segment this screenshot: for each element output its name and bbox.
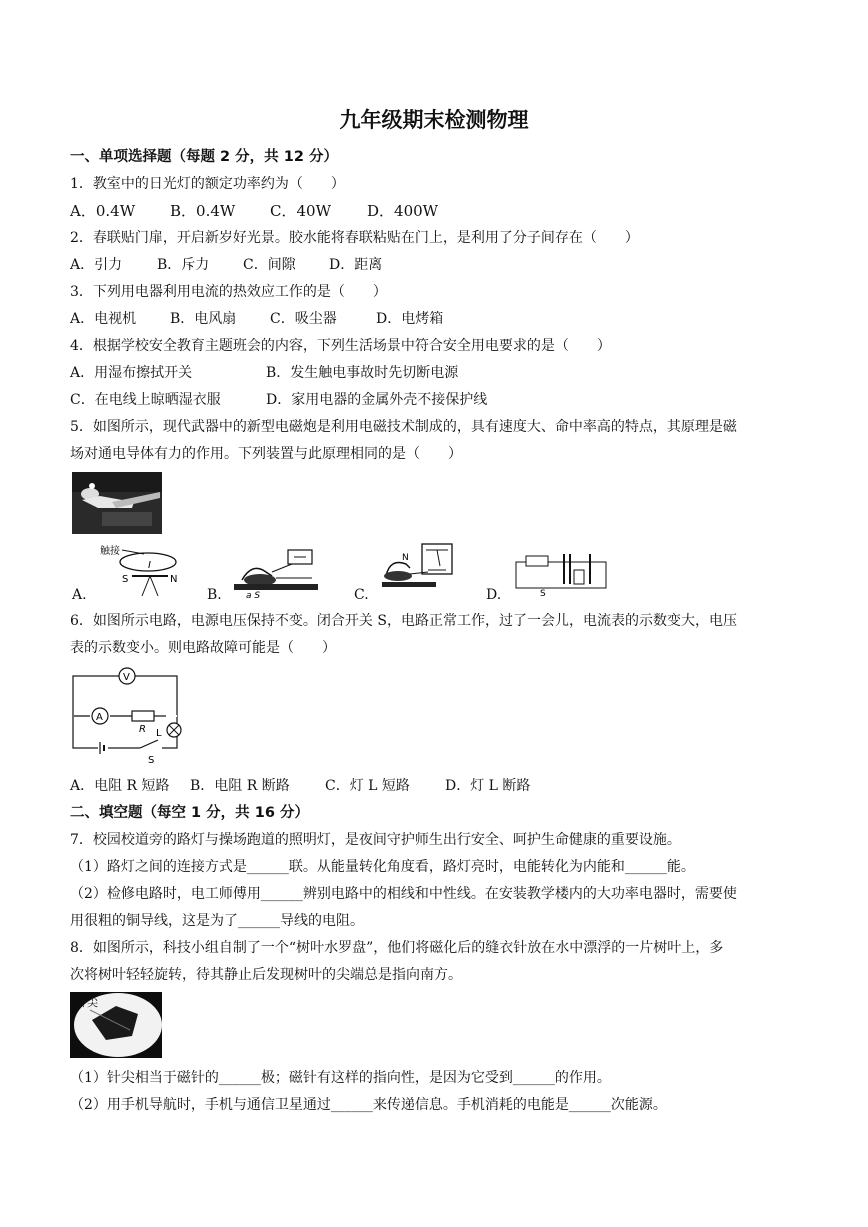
option-d: D．灯 L 断路 [445,778,531,794]
q5-option-b-label: B. [207,587,222,603]
option-a: A．电视机 [70,311,137,327]
question-1-options [70,202,438,220]
railgun-photo [72,472,162,534]
q5-option-a-label: A. [72,587,87,603]
question-8-stem-line2: 次将树叶轻轻旋转，待其静止后发现树叶的尖端总是指向南方。 [70,967,462,983]
fig-b-label: a S [246,591,261,600]
option-b: B．发生触电事故时先切断电源 [266,365,459,381]
voltmeter-label: V [123,672,130,683]
fig-a-s-label: S [122,574,129,585]
option-c: C．间隙 [243,257,296,273]
question-3-stem: 3．下列用电器利用电流的热效应工作的是（ ） [70,284,387,300]
fig-c-n-label: N [402,553,409,563]
option-a: A．用湿布擦拭开关 [70,365,193,381]
question-7-part-1: （1）路灯之间的连接方式是______联。从能量转化角度看，路灯亮时，电能转化为内能和______能。 [70,859,695,875]
option-d: D．距离 [329,257,383,273]
fig-d-s-label: S [540,589,546,598]
question-8-part-2: （2）用手机导航时，手机与通信卫星通过______来传递信息。手机消耗的电能是______次能源。 [70,1097,667,1113]
option-c: C．在电线上晾晒湿衣服 [70,392,221,408]
question-2-options [70,256,382,274]
question-4-stem: 4．根据学校安全教育主题班会的内容，下列生活场景中符合安全用电要求的是（ ） [70,338,611,354]
option-d: D．电烤箱 [376,311,444,327]
question-6-options [70,777,530,795]
question-6-stem-line2: 表的示数变小。则电路故障可能是（ ） [70,640,336,656]
q5-option-a-figure [98,540,180,600]
lamp-label: L [156,728,162,739]
option-b: B．电风扇 [170,311,237,327]
option-a: A．0.4W [70,202,136,220]
fig-a-n-label: N [170,574,178,585]
option-c: C．40W [270,202,331,220]
q5-option-d-label: D. [486,587,502,603]
question-6-stem-line1: 6．如图所示电路，电源电压保持不变。闭合开关 S，电路正常工作，过了一会儿，电流表的示数变大，电压 [70,613,737,629]
option-c: C．吸尘器 [270,311,337,327]
question-3-options [70,310,443,328]
section-heading-fill: 二、填空题（每空 1 分，共 16 分） [70,805,309,821]
option-b: B．斥力 [157,257,210,273]
question-5-stem-line1: 5．如图所示，现代武器中的新型电磁炮是利用电磁技术制成的，具有速度大、命中率高的特点，其原理是磁 [70,419,737,435]
question-7-part-2-line2: 用很粗的铜导线，这是为了______导线的电阻。 [70,913,364,929]
option-a: A．电阻 R 短路 [70,778,170,794]
fig-a-touch-label: 触接 [100,546,120,557]
q6-circuit-diagram [70,666,185,766]
q5-option-d-figure [514,550,610,598]
question-1-stem: 1．教室中的日光灯的额定功率约为（ ） [70,176,345,192]
leaf-compass-photo [70,992,162,1058]
option-d: D．400W [367,202,439,220]
question-2-stem: 2．春联贴门扉，开启新岁好光景。胶水能将春联粘贴在门上，是利用了分子间存在（ ） [70,230,639,246]
question-8-part-1: （1）针尖相当于磁针的______极；磁针有这样的指向性，是因为它受到______的作用。 [70,1070,611,1086]
q5-option-c-figure [380,540,460,598]
fig-a-current-label: I [148,560,151,571]
question-4-options-row1 [70,364,458,382]
option-c: C．灯 L 短路 [325,778,410,794]
q5-option-c-label: C. [354,587,369,603]
switch-label: S [148,755,155,766]
question-5-stem-line2: 场对通电导体有力的作用。下列装置与此原理相同的是（ ） [70,446,462,462]
needle-tip-label: 针尖 [76,996,98,1009]
option-a: A．引力 [70,257,123,273]
page-title: 九年级期末检测物理 [339,108,529,132]
question-7-part-2-line1: （2）检修电路时，电工师傅用______辨别电路中的相线和中性线。在安装教学楼内的大功率电器时，需要使 [70,886,737,902]
q5-option-b-figure [232,542,322,600]
option-b: B．电阻 R 断路 [190,778,290,794]
ammeter-label: A [96,712,103,723]
resistor-label: R [139,724,146,735]
question-7-stem: 7．校园校道旁的路灯与操场跑道的照明灯，是夜间守护师生出行安全、呵护生命健康的重要设施。 [70,832,681,848]
option-d: D．家用电器的金属外壳不接保护线 [266,392,488,408]
section-heading-choice: 一、单项选择题（每题 2 分，共 12 分） [70,149,338,165]
option-b: B．0.4W [170,202,236,220]
question-8-stem-line1: 8．如图所示，科技小组自制了一个“树叶水罗盘”，他们将磁化后的缝衣针放在水中漂浮的一片树叶上，多 [70,940,724,956]
question-4-options-row2 [70,391,487,409]
